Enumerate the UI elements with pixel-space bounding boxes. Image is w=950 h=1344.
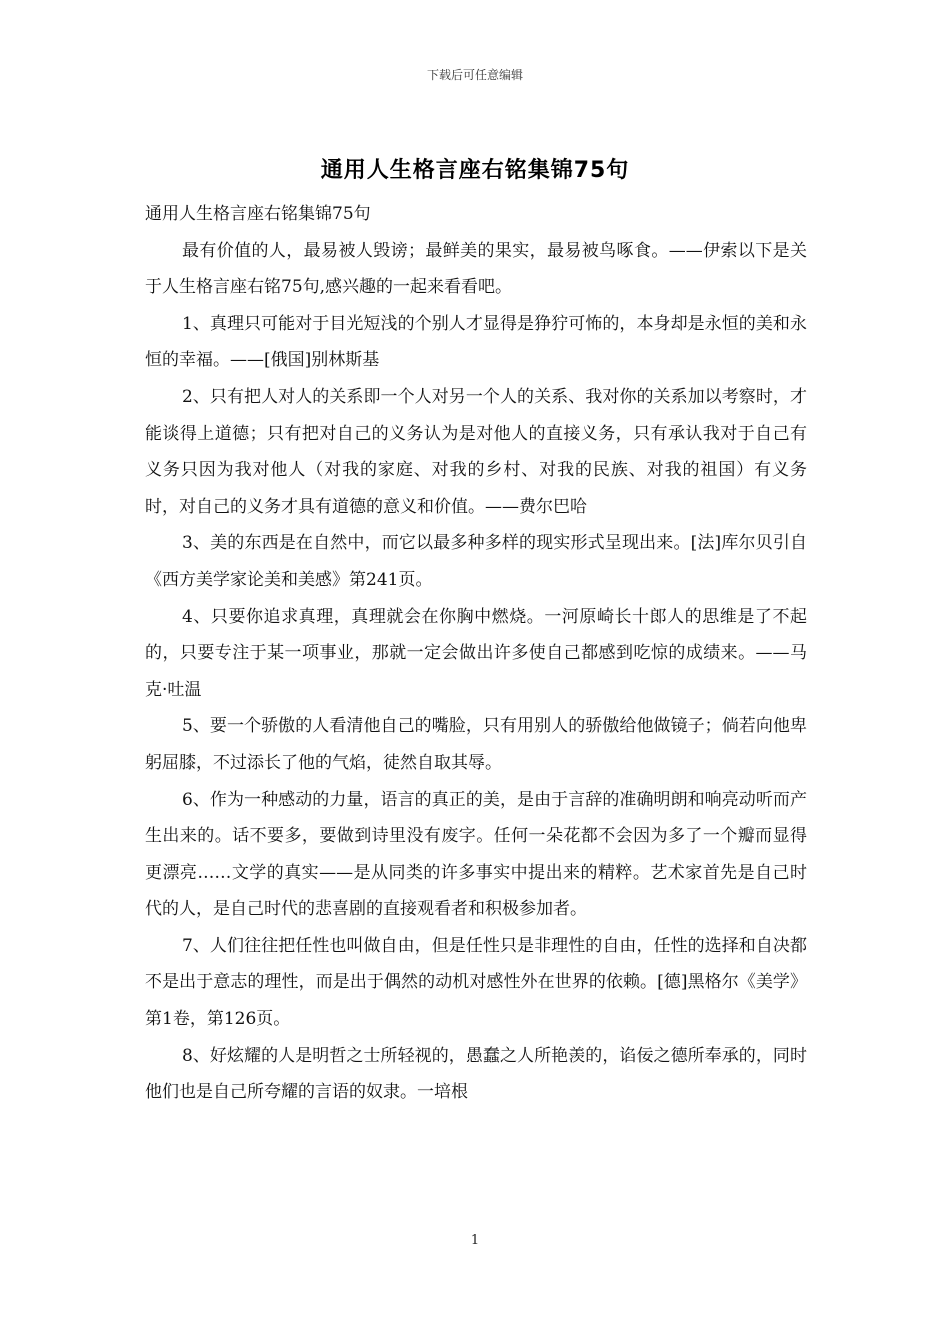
document-title: 通用人生格言座右铭集锦75句 bbox=[320, 158, 630, 183]
paragraph-quote-2: 2、只有把人对人的关系即一个人对另一个人的关系、我对你的关系加以考察时，才能谈得上道德；只有把对自己的义务认为是对他人的直接义务，只有承认我对于自己有义务只因为我对他人（对我的家庭、对我的乡村、对我的民族、对我的祖国）有义务时，对自己的义务才具有道德的意义和价值。——费尔巴哈 bbox=[145, 386, 807, 517]
document-body bbox=[145, 196, 807, 1111]
paragraph-quote-7: 7、人们往往把任性也叫做自由，但是任性只是非理性的自由，任性的选择和自决都不是出于意志的理性，而是出于偶然的动机对感性外在世界的依赖。[德]黑格尔《美学》第1卷，第126页。 bbox=[145, 935, 807, 1030]
paragraph-quote-1: 1、真理只可能对于目光短浅的个别人才显得是狰狞可怖的，本身却是永恒的美和永恒的幸福。——[俄国]别林斯基 bbox=[145, 313, 807, 371]
paragraph-quote-4: 4、只要你追求真理，真理就会在你胸中燃烧。一河原崎长十郎人的思维是了不起的，只要专注于某一项事业，那就一定会做出许多使自己都感到吃惊的成绩来。——马克·吐温 bbox=[145, 606, 807, 700]
subtitle: 通用人生格言座右铭集锦75句 bbox=[145, 204, 371, 224]
paragraph-quote-5: 5、要一个骄傲的人看清他自己的嘴脸，只有用别人的骄傲给他做镜子；倘若向他卑躬屈膝，不过添长了他的气焰，徒然自取其辱。 bbox=[145, 716, 807, 773]
paragraph-quote-8: 8、好炫耀的人是明哲之士所轻视的，愚蠢之人所艳羡的，谄佞之德所奉承的，同时他们也是自己所夸耀的言语的奴隶。一培根 bbox=[145, 1045, 807, 1103]
paragraph-quote-6: 6、作为一种感动的力量，语言的真正的美，是由于言辞的准确明朗和响亮动听而产生出来的。话不要多，要做到诗里没有废字。任何一朵花都不会因为多了一个瓣而显得更漂亮……文学的真实——是从同类的许多事实中提出来的精粹。艺术家首先是自己时代的人，是自己时代的悲喜剧的直接观看者和积极参加者。 bbox=[145, 789, 807, 920]
page-header: 下载后可任意编辑 bbox=[426, 68, 523, 82]
paragraph-quote-3: 3、美的东西是在自然中，而它以最多种多样的现实形式呈现出来。[法]库尔贝引自《西方美学家论美和美感》第241页。 bbox=[145, 533, 807, 590]
page-number: 1 bbox=[470, 1233, 480, 1248]
paragraph-intro: 最有价值的人，最易被人毁谤；最鲜美的果实，最易被鸟啄食。——伊索以下是关于人生格言座右铭75句,感兴趣的一起来看看吧。 bbox=[145, 240, 807, 298]
